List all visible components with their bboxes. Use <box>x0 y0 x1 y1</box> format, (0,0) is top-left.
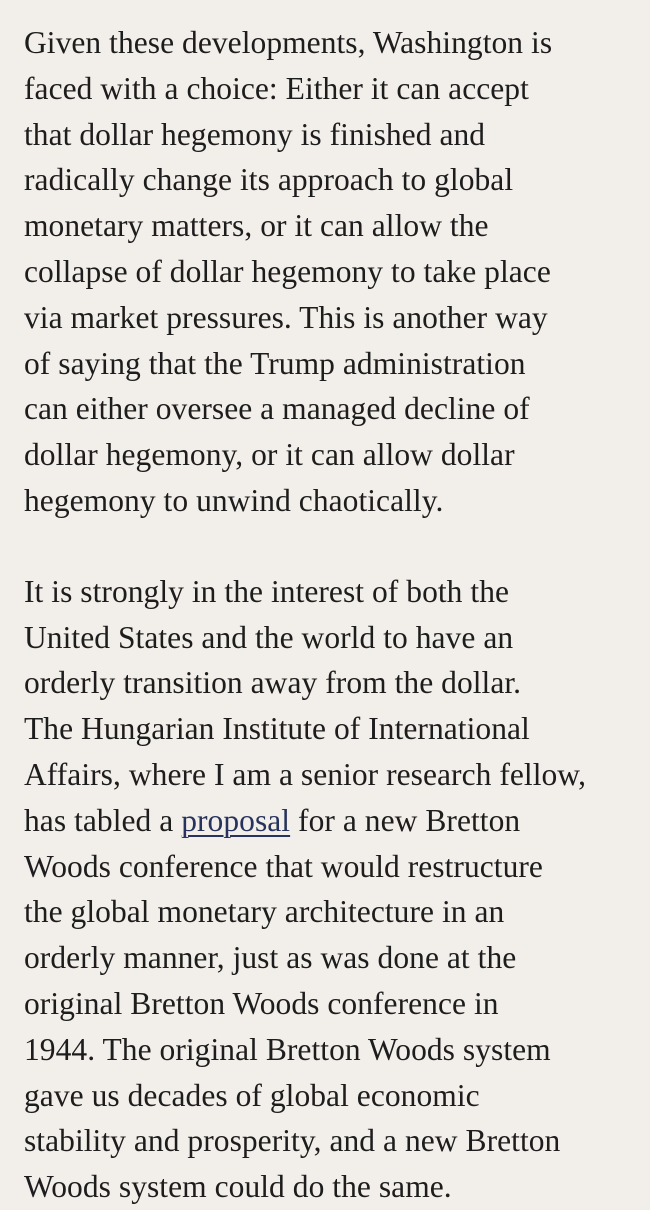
text-line: the global monetary architecture in an <box>24 894 505 930</box>
text-line: can either oversee a managed decline of <box>24 391 530 427</box>
paragraph-spacer <box>24 524 634 569</box>
text-line: of saying that the Trump administration <box>24 345 526 381</box>
text-line: that dollar hegemony is finished and <box>24 116 486 152</box>
text-line: It is strongly in the interest of both the <box>24 573 510 609</box>
text-line: original Bretton Woods conference in <box>24 985 499 1021</box>
paragraph-2 <box>24 569 634 1210</box>
text-line: faced with a choice: Either it can accept <box>24 70 529 106</box>
text-line: Woods conference that would restructure <box>24 848 543 884</box>
text-line: monetary matters, or it can allow the <box>24 208 489 244</box>
text-line: via market pressures. This is another way <box>24 299 548 335</box>
proposal-link[interactable]: proposal <box>181 802 291 838</box>
text-line: collapse of dollar hegemony to take place <box>24 253 551 289</box>
paragraph-1 <box>24 20 634 524</box>
text-line: hegemony to unwind chaotically. <box>24 482 444 518</box>
text-line: dollar hegemony, or it can allow dollar <box>24 437 515 473</box>
link-suffix-text: for a new Bretton <box>290 802 521 838</box>
article-body <box>24 20 634 1210</box>
text-line: Affairs, where I am a senior research fellow, <box>24 756 586 792</box>
text-line: Given these developments, Washington is <box>24 25 553 60</box>
text-line: orderly manner, just as was done at the <box>24 940 517 976</box>
link-prefix-text: has tabled a <box>24 802 182 838</box>
text-line: stability and prosperity, and a new Bretton <box>24 1123 561 1159</box>
text-line-with-link <box>24 798 634 844</box>
text-line: 1944. The original Bretton Woods system <box>24 1031 551 1067</box>
text-line: orderly transition away from the dollar. <box>24 665 522 701</box>
text-line: The Hungarian Institute of International <box>24 711 530 747</box>
text-line: radically change its approach to global <box>24 162 514 198</box>
text-line: gave us decades of global economic <box>24 1077 480 1113</box>
text-line: Woods system could do the same. <box>24 1169 452 1205</box>
text-line: United States and the world to have an <box>24 619 514 655</box>
